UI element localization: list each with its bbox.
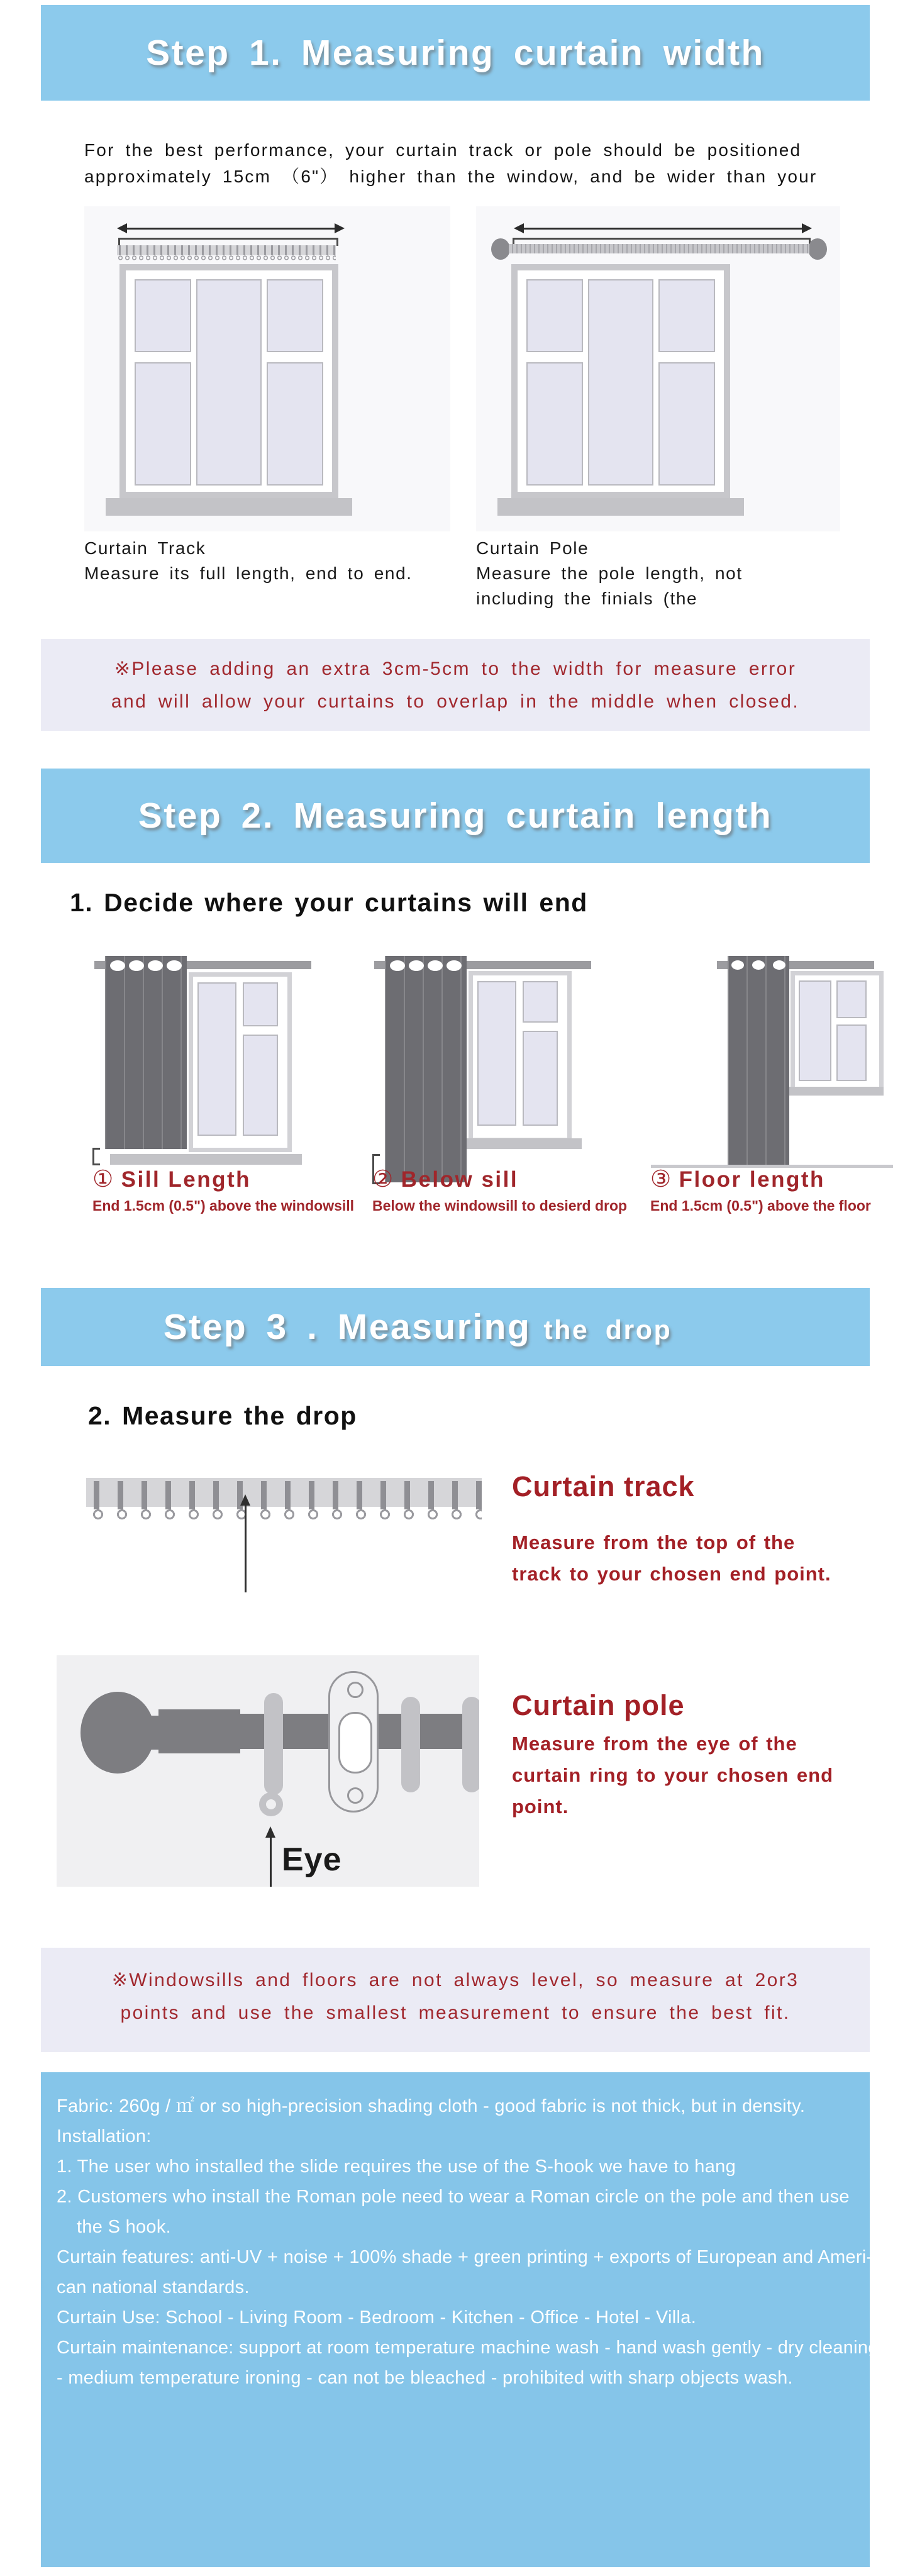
option-2-title: Below sill [401, 1167, 519, 1192]
option-1-caption [92, 1165, 354, 1214]
pole-caption-line1: Measure the pole length, not [476, 564, 743, 583]
detail-line: Curtain features: anti-UV + noise + 100% shade + green printing + exports of European and Ameri- [57, 2247, 873, 2267]
option-3-number: ③ [650, 1166, 673, 1192]
drop-arrow-icon [245, 1504, 247, 1592]
window-pane [526, 279, 583, 352]
option-2-caption [372, 1165, 627, 1214]
below-sill-diagram [371, 943, 629, 1195]
curtain-track-line2: track to your chosen end point. [512, 1563, 831, 1585]
curtain-pole-diagram [57, 1655, 479, 1887]
grommet-icon [752, 960, 765, 970]
eye-label: Eye [282, 1841, 342, 1878]
option-1-number: ① [92, 1166, 115, 1192]
pole-caption-title: Curtain Pole [476, 538, 589, 558]
curtain-track-title: Curtain track [512, 1470, 695, 1502]
step1-banner-title: Step 1. Measuring curtain width [146, 33, 765, 73]
grommet-icon [773, 960, 785, 970]
window-pane [267, 362, 323, 486]
option-1-title: Sill Length [121, 1167, 252, 1192]
track-window-diagram [84, 206, 450, 531]
window-pane [658, 362, 715, 486]
pole-finial-right [808, 238, 827, 260]
window-pane [243, 982, 278, 1026]
window-pane [197, 982, 236, 1136]
window-pane [267, 279, 323, 352]
curtain-pole-line2: curtain ring to your chosen end [512, 1764, 834, 1786]
curtain-pole-line3: point. [512, 1796, 569, 1818]
option-3-title: Floor length [679, 1167, 825, 1192]
grommet-icon [447, 960, 462, 971]
track-caption-line: Measure its full length, end to end. [84, 564, 413, 583]
curtain-pole-bar [509, 244, 809, 253]
product-details-box [41, 2072, 879, 2567]
pole-thick-segment [158, 1709, 240, 1753]
track-hook-stems [117, 245, 336, 255]
curtain-pole-line1: Measure from the eye of the [512, 1733, 797, 1755]
grommet-icon [409, 960, 424, 971]
grommet-icon [167, 960, 182, 971]
floor-length-diagram [651, 943, 893, 1173]
sill-length-diagram [91, 943, 349, 1173]
curtain-ring [462, 1697, 479, 1792]
curtain-ring [264, 1693, 283, 1795]
windowsill [497, 498, 744, 516]
window-pane [799, 980, 831, 1081]
track-caption [84, 536, 413, 586]
bracket-screw-icon [347, 1682, 363, 1698]
window-pane [588, 279, 653, 486]
detail-line: Curtain Use: School - Living Room - Bedroom - Kitchen - Office - Hotel - Villa. [57, 2307, 697, 2328]
window-pane [196, 279, 262, 486]
window-pane [477, 981, 516, 1126]
grommet-icon [390, 960, 405, 971]
grommet-icon [428, 960, 443, 971]
curtain-pole-title: Curtain pole [512, 1689, 685, 1721]
pole-caption [476, 536, 743, 611]
grommets [110, 960, 182, 971]
step3-banner-title: Step 3 . Measuring [163, 1307, 531, 1347]
grommet-icon [731, 960, 744, 970]
window-pane [135, 362, 191, 486]
windowsill [456, 1138, 582, 1149]
width-note-line1: ※Please adding an extra 3cm-5cm to the width for measure error [114, 658, 797, 679]
window-pane [523, 981, 558, 1023]
step1-intro-line2: approximately 15cm （6"） higher than the window, and be wider than your [84, 167, 818, 186]
curtain-ring [401, 1697, 420, 1792]
window [469, 971, 572, 1142]
window-pane [836, 1024, 867, 1081]
grommet-icon [110, 960, 125, 971]
window-pane [523, 1031, 558, 1126]
detail-line: Curtain maintenance: support at room temperature machine wash - hand wash gently - dry cleaning [57, 2338, 879, 2358]
option-3-caption [650, 1165, 871, 1214]
step1-intro-line1: For the best performance, your curtain track or pole should be positioned [84, 140, 802, 160]
detail-line: the S hook. [77, 2217, 172, 2237]
step2-banner-title: Step 2. Measuring curtain length [138, 796, 773, 836]
step3-banner-subtitle: the drop [543, 1315, 672, 1345]
window-frame [126, 270, 332, 492]
option-2-number: ② [372, 1166, 395, 1192]
window-pane [135, 279, 191, 352]
curtain-panel [105, 956, 187, 1149]
grommets [390, 960, 462, 971]
curtain-pole-text [512, 1728, 833, 1823]
window-pane [658, 279, 715, 352]
option-3-desc: End 1.5cm (0.5") above the floor [650, 1197, 871, 1214]
drop-note-line1: ※Windowsills and floors are not always level, so measure at 2or3 [111, 1970, 799, 1990]
ring-eye [259, 1792, 283, 1816]
detail-line: 1. The user who installed the slide requires the use of the S-hook we have to hang [57, 2157, 736, 2177]
eye-arrow-icon [270, 1836, 272, 1887]
pole-bracket-plate [328, 1671, 379, 1813]
grommet-icon [148, 960, 163, 971]
option-1-desc: End 1.5cm (0.5") above the windowsill [92, 1197, 355, 1214]
finial-collar [150, 1716, 158, 1750]
step1-intro [84, 137, 817, 190]
grommets [731, 960, 785, 970]
window [189, 972, 292, 1152]
windowsill [782, 1087, 884, 1096]
detail-line: Installation: [57, 2126, 152, 2146]
window-frame [518, 270, 724, 492]
windowsill [106, 498, 352, 516]
step2-heading: 1. Decide where your curtains will end [70, 888, 588, 917]
step2-banner [41, 769, 870, 863]
windowsill [110, 1154, 302, 1165]
gap-bracket-icon [92, 1148, 100, 1165]
drop-track-stems [86, 1481, 482, 1509]
bracket-slot [338, 1712, 372, 1774]
window [511, 264, 730, 498]
curtain-panel [385, 956, 467, 1182]
width-note-box [41, 639, 870, 731]
window-pane [243, 1035, 278, 1136]
width-note-line2: and will allow your curtains to overlap in the middle when closed. [111, 691, 800, 712]
pole-window-diagram [476, 206, 840, 531]
detail-line: - medium temperature ironing - can not be bleached - prohibited with sharp objects wash. [57, 2368, 793, 2388]
detail-line: 2. Customers who install the Roman pole need to wear a Roman circle on the pole and then use [57, 2187, 850, 2207]
curtain-track-text [512, 1527, 831, 1590]
bracket-screw-icon [347, 1787, 363, 1804]
pole-finial [80, 1692, 155, 1774]
track-hook-loops [117, 255, 336, 261]
track-caption-title: Curtain Track [84, 538, 206, 558]
step3-banner [41, 1288, 870, 1366]
drop-note-line2: points and use the smallest measurement to ensure the best fit. [120, 2002, 791, 2023]
detail-line: Fabric: 260g / ㎡ or so high-precision shading cloth - good fabric is not thick, but in density. [57, 2096, 806, 2116]
drop-note-box [41, 1948, 870, 2052]
window-pane [836, 980, 867, 1018]
drop-track-loops [86, 1507, 482, 1522]
step1-banner [41, 5, 870, 101]
curtain-panel [728, 956, 789, 1165]
detail-line: can national standards. [57, 2277, 250, 2297]
grommet-icon [129, 960, 144, 971]
pole-caption-line2: including the finials (the [476, 589, 698, 608]
pole-finial-left [491, 238, 510, 260]
step3-heading: 2. Measure the drop [88, 1401, 357, 1430]
width-arrow-icon [126, 228, 336, 230]
curtain-track-line1: Measure from the top of the [512, 1531, 796, 1553]
option-2-desc: Below the windowsill to desierd drop [372, 1197, 628, 1214]
window [119, 264, 338, 498]
width-arrow-icon [523, 228, 803, 230]
window [791, 971, 884, 1094]
window-pane [526, 362, 583, 486]
